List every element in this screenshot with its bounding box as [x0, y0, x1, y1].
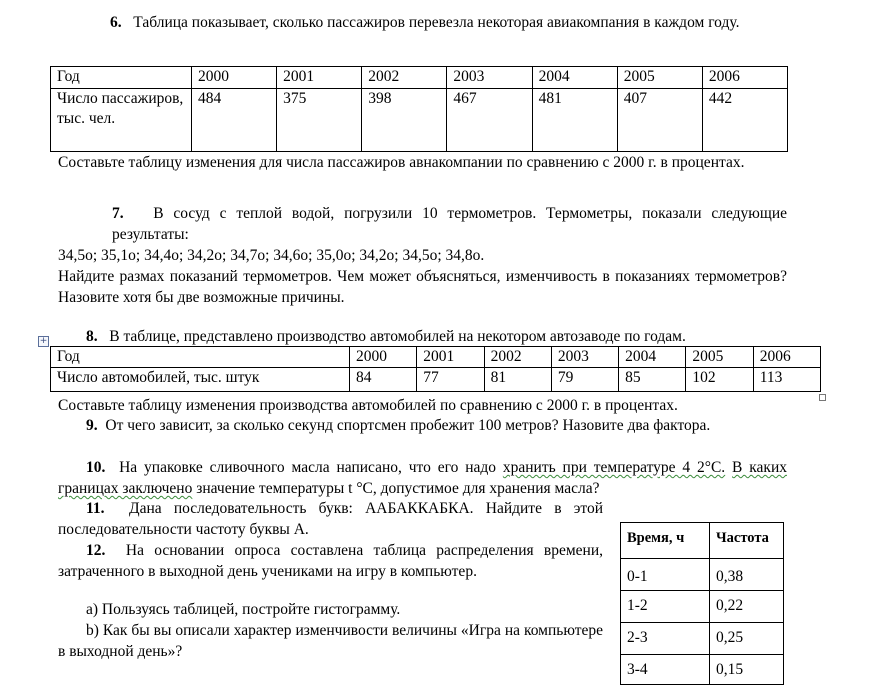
task-text: На упаковке сливочного масла написано, что его надо [119, 459, 497, 476]
year-cell: 2005 [617, 67, 702, 89]
task12-statement [58, 540, 603, 582]
thermometer-readings: 34,5о; 35,1о; 34,4о; 34,2о; 34,7о; 34,6о; 35,0о; 34,2о; 34,5о; 34,8о. [58, 247, 485, 264]
frequency-table [620, 522, 784, 685]
task8-instruction: Составьте таблицу изменения производства автомобилей по сравнению с 2000 г. в процентах. [58, 397, 678, 414]
task6-statement [110, 12, 812, 33]
frequency-cell: 0,25 [710, 623, 784, 655]
task-number: 10. [86, 459, 106, 476]
task7-statement [86, 203, 787, 245]
year-cell: 2003 [447, 67, 532, 89]
value-cell: 407 [617, 89, 702, 152]
year-cell: 2004 [619, 347, 686, 368]
table-header-cell: Время, ч [621, 523, 710, 559]
task7-question: Найдите размах показаний термометров. Чем может объясняться, изменчивость в показаниях термометров? Назовите хотя бы две возможные причины. [58, 268, 787, 306]
task-number: 9. [86, 417, 98, 434]
task-number: 6. [110, 14, 122, 31]
value-cell: 375 [277, 89, 362, 152]
year-cell: 2005 [686, 347, 753, 368]
task-text: В сосуд с теплой водой, погрузили 10 термометров. Термометры, показали следующие результаты: [112, 205, 787, 243]
grammar-flagged-text: хранить при температуре 4 2°С. [502, 459, 726, 476]
table-resize-handle[interactable] [819, 394, 826, 401]
task-number: 8. [86, 328, 98, 345]
frequency-cell: 0,22 [710, 591, 784, 623]
year-cell: 2000 [192, 67, 277, 89]
frequency-cell: 0,38 [710, 559, 784, 591]
frequency-cell: 0,15 [710, 655, 784, 685]
task11-statement [58, 498, 603, 540]
value-cell: 77 [417, 368, 484, 392]
year-cell: 2006 [702, 67, 787, 89]
task12-item-a: а) Пользуясь таблицей, постройте гистограмму. [86, 601, 401, 618]
value-cell: 481 [532, 89, 617, 152]
value-cell: 484 [192, 89, 277, 152]
value-cell: 85 [619, 368, 686, 392]
task10-statement [58, 457, 787, 499]
passengers-table [50, 66, 788, 152]
task-number: 11. [86, 500, 105, 517]
year-cell: 2001 [277, 67, 362, 89]
task-text: На основании опроса составлена таблица распределения времени, затраченного в выходной день учениками на игру в компьютер. [58, 542, 603, 580]
interval-cell: 1-2 [621, 591, 710, 623]
value-cell: 84 [350, 368, 417, 392]
year-cell: 2000 [350, 347, 417, 368]
year-cell: 2006 [753, 347, 820, 368]
task9-statement [58, 415, 787, 436]
year-cell: 2002 [362, 67, 447, 89]
year-cell: 2003 [551, 347, 618, 368]
interval-cell: 2-3 [621, 623, 710, 655]
task-number: 12. [86, 542, 106, 559]
instruction-text: Составьте таблицу изменения для числа пассажиров авнакомпании по сравнению с 2000 г. в процентах. [58, 154, 745, 171]
grammar-flagged-text: В каких границах заключено [58, 459, 787, 497]
value-cell: 81 [484, 368, 551, 392]
value-cell: 102 [686, 368, 753, 392]
table-header-cell: Год [51, 67, 192, 89]
year-cell: 2001 [417, 347, 484, 368]
task-text: Таблица показывает, сколько пассажиров перевезла некоторая авиакомпания в каждом году. [133, 14, 740, 31]
task-text: В таблице, представлено производство автомобилей на некотором автозаводе по годам. [109, 328, 686, 345]
year-cell: 2002 [484, 347, 551, 368]
task-number: 7. [112, 205, 124, 222]
value-cell: 398 [362, 89, 447, 152]
task6-instruction [58, 152, 787, 173]
cars-table [50, 346, 821, 392]
value-cell: 113 [753, 368, 820, 392]
table-header-cell: Число автомобилей, тыс. штук [51, 368, 350, 392]
task12-item-b: b) Как бы вы описали характер изменчивости величины «Игра на компьютере в выходной день»? [58, 622, 603, 660]
table-header-cell: Число пассажиров, тыс. чел. [51, 89, 192, 152]
move-handle-icon[interactable]: + [39, 336, 48, 346]
interval-cell: 3-4 [621, 655, 710, 685]
task-text: значение температуры t °С, допустимое для хранения масла? [196, 480, 600, 497]
table-header-cell: Частота [710, 523, 784, 559]
value-cell: 467 [447, 89, 532, 152]
table-header-cell: Год [51, 347, 350, 368]
year-cell: 2004 [532, 67, 617, 89]
task-text: Дана последовательность букв: ААБАККАБКА. Найдите в этой последовательности частоту буквы А. [58, 500, 604, 538]
task8-statement [86, 326, 787, 347]
value-cell: 442 [702, 89, 787, 152]
value-cell: 79 [551, 368, 618, 392]
task-text: От чего зависит, за сколько секунд спортсмен пробежит 100 метров? Назовите два фактора. [105, 417, 711, 434]
interval-cell: 0-1 [621, 559, 710, 591]
